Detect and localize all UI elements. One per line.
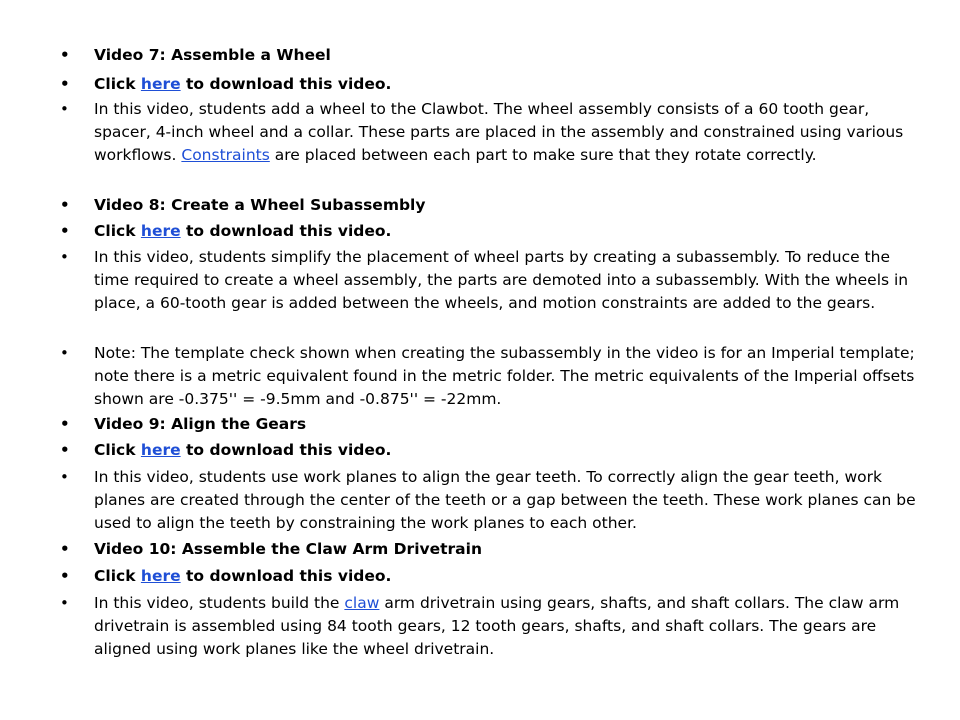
bullet-icon: • xyxy=(60,222,70,240)
download-prefix: Click xyxy=(94,441,141,459)
description-text: In this video, students build the xyxy=(94,594,345,612)
video-10-description xyxy=(94,592,916,661)
video-7-title: Video 7: Assemble a Wheel xyxy=(94,46,331,64)
bullet-icon: • xyxy=(60,100,69,118)
bullet-icon: • xyxy=(60,594,69,612)
bullet-icon: • xyxy=(60,248,69,266)
claw-link[interactable]: claw xyxy=(344,594,380,612)
download-suffix: to download this video. xyxy=(180,441,392,459)
bullet-icon: • xyxy=(60,344,69,362)
bullet-icon: • xyxy=(60,75,70,93)
description-text: arm drivetrain using gears, shafts, and shaft collars. The claw arm drivetrain is assembled using 84 tooth gears, 12 tooth gears, shafts, and shaft collars. The gears are aligned using work planes like the wheel drivetrain. xyxy=(94,594,900,658)
bullet-icon: • xyxy=(60,540,70,558)
imperial-template-note: Note: The template check shown when creating the subassembly in the video is for an Imperial template; note there is a metric equivalent found in the metric folder. The metric equivalents of the Imperial offsets shown are -0.375'' = -9.5mm and -0.875'' = -22mm. xyxy=(94,344,915,408)
video-10-download-link[interactable]: here xyxy=(140,567,181,585)
video-8-download-link[interactable]: here xyxy=(140,222,181,240)
bullet-icon: • xyxy=(60,468,69,486)
bullet-icon: • xyxy=(60,415,70,433)
description-text: are placed between each part to make sure that they rotate correctly. xyxy=(269,146,817,164)
video-8-title: Video 8: Create a Wheel Subassembly xyxy=(94,196,426,214)
video-9-description: In this video, students use work planes to align the gear teeth. To correctly align the gear teeth, work planes are created through the center of the teeth or a gap between the teeth. These work planes can be used to align the teeth by constraining the work planes to each other. xyxy=(94,468,916,532)
download-suffix: to download this video. xyxy=(180,222,392,240)
bullet-icon: • xyxy=(60,441,70,459)
video-7-download-link[interactable]: here xyxy=(140,75,181,93)
video-9-download-link[interactable]: here xyxy=(140,441,181,459)
download-suffix: to download this video. xyxy=(180,567,392,585)
download-prefix: Click xyxy=(94,222,141,240)
bullet-icon: • xyxy=(60,196,70,214)
bullet-icon: • xyxy=(60,567,70,585)
video-8-description: In this video, students simplify the placement of wheel parts by creating a subassembly. To reduce the time required to create a wheel assembly, the parts are demoted into a subassembly. With the wheels in place, a 60-tooth gear is added between the wheels, and motion constraints are added to the gears. xyxy=(94,248,909,312)
download-suffix: to download this video. xyxy=(180,75,392,93)
video-7-download-text xyxy=(94,73,916,96)
description-text: In this video, students add a wheel to the Clawbot. The wheel assembly consists of a 60 tooth gear, spacer, 4-inch wheel and a collar. These parts are placed in the assembly and constrained using various workflows. xyxy=(94,100,904,164)
video-8-download-text xyxy=(94,220,916,243)
video-10-title: Video 10: Assemble the Claw Arm Drivetrain xyxy=(94,540,482,558)
video-9-download-text xyxy=(94,439,916,462)
bullet-icon: • xyxy=(60,46,70,64)
download-prefix: Click xyxy=(94,75,141,93)
video-9-title: Video 9: Align the Gears xyxy=(94,415,307,433)
video-7-description xyxy=(94,98,916,167)
video-10-download-text xyxy=(94,565,916,588)
constraints-link[interactable]: Constraints xyxy=(181,146,270,164)
download-prefix: Click xyxy=(94,567,141,585)
